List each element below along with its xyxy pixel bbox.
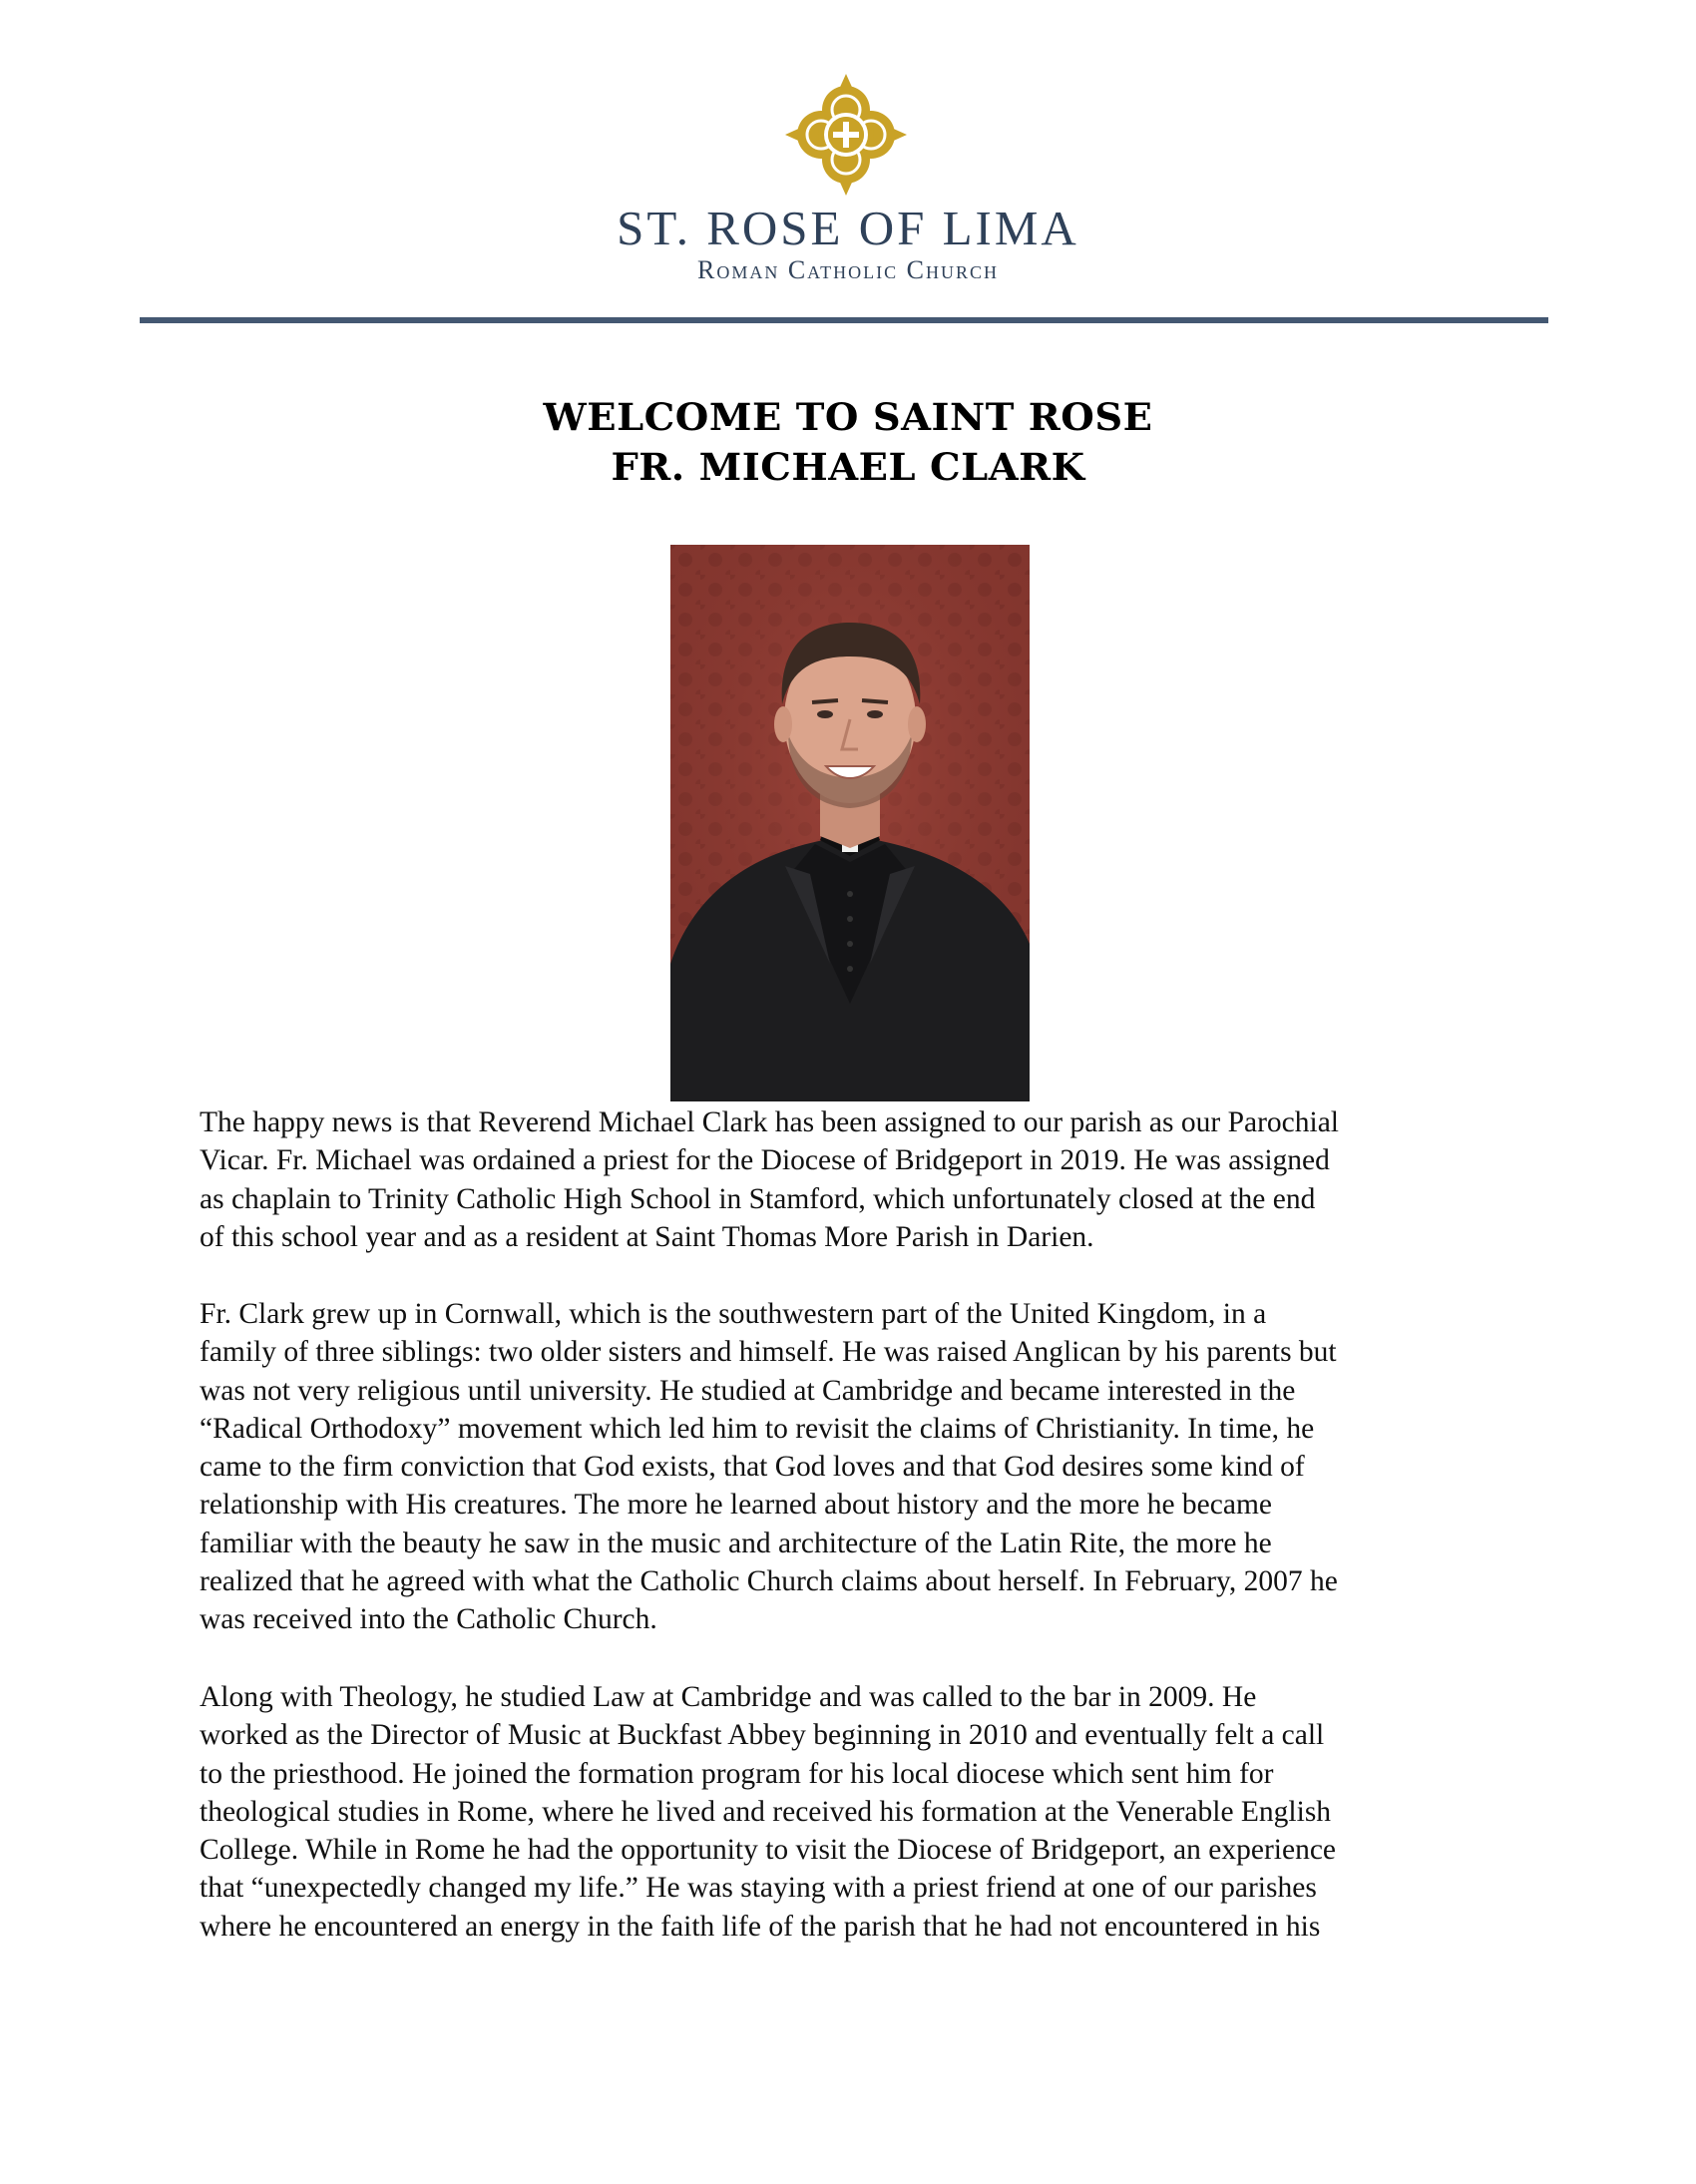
paragraph-line: worked as the Director of Music at Buckfast Abbey beginning in 2010 and eventually felt a call xyxy=(200,1719,1325,1752)
paragraph-line: The happy news is that Reverend Michael Clark has been assigned to our parish as our Parochial xyxy=(200,1106,1339,1138)
paragraph-line: was not very religious until university. He studied at Cambridge and became interested in the xyxy=(200,1374,1296,1407)
paragraph-3 xyxy=(200,1678,1516,1946)
paragraph-line: familiar with the beauty he saw in the music and architecture of the Latin Rite, the more he xyxy=(200,1527,1272,1559)
paragraph-line: “Radical Orthodoxy” movement which led him to revisit the claims of Christianity. In time, he xyxy=(200,1412,1315,1445)
paragraph-line: theological studies in Rome, where he lived and received his formation at the Venerable English xyxy=(200,1795,1332,1828)
paragraph-line: came to the firm conviction that God exists, that God loves and that God desires some kind of xyxy=(200,1451,1305,1484)
church-subtitle: Roman Catholic Church xyxy=(696,255,1000,284)
paragraph-line: of this school year and as a resident at Saint Thomas More Parish in Darien. xyxy=(200,1220,1094,1253)
paragraph-line: that “unexpectedly changed my life.” He was staying with a priest friend at one of our parishes xyxy=(200,1872,1317,1905)
paragraph-line: was received into the Catholic Church. xyxy=(200,1603,657,1636)
paragraph-line: College. While in Rome he had the opportunity to visit the Diocese of Bridgeport, an experience xyxy=(200,1834,1337,1867)
page-subtitle-name: FR. MICHAEL CLARK xyxy=(611,445,1085,489)
paragraph-line: Fr. Clark grew up in Cornwall, which is the southwestern part of the United Kingdom, in a xyxy=(200,1298,1267,1330)
paragraph-line: family of three siblings: two older sisters and himself. He was raised Anglican by his parents but xyxy=(200,1336,1337,1369)
church-name: ST. ROSE OF LIMA xyxy=(617,201,1079,255)
page-title: WELCOME TO SAINT ROSE xyxy=(543,395,1153,439)
header-divider xyxy=(140,317,1548,323)
paragraph-2 xyxy=(200,1295,1516,1639)
paragraph-line: as chaplain to Trinity Catholic High School in Stamford, which unfortunately closed at the end xyxy=(200,1182,1316,1215)
paragraph-line: Along with Theology, he studied Law at Cambridge and was called to the bar in 2009. He xyxy=(200,1681,1257,1713)
paragraph-line: to the priesthood. He joined the formation program for his local diocese which sent him for xyxy=(200,1757,1274,1790)
quatrefoil-cross-icon xyxy=(783,72,909,198)
paragraph-line: Vicar. Fr. Michael was ordained a priest for the Diocese of Bridgeport in 2019. He was assigned xyxy=(200,1144,1330,1177)
paragraph-line: where he encountered an energy in the faith life of the parish that he had not encountered in his xyxy=(200,1910,1321,1943)
paragraph-line: realized that he agreed with what the Catholic Church claims about herself. In February, 2007 he xyxy=(200,1565,1338,1598)
paragraph-line: relationship with His creatures. The more he learned about history and the more he became xyxy=(200,1489,1273,1522)
paragraph-1 xyxy=(200,1103,1516,1256)
priest-portrait-photo xyxy=(670,545,1030,1101)
